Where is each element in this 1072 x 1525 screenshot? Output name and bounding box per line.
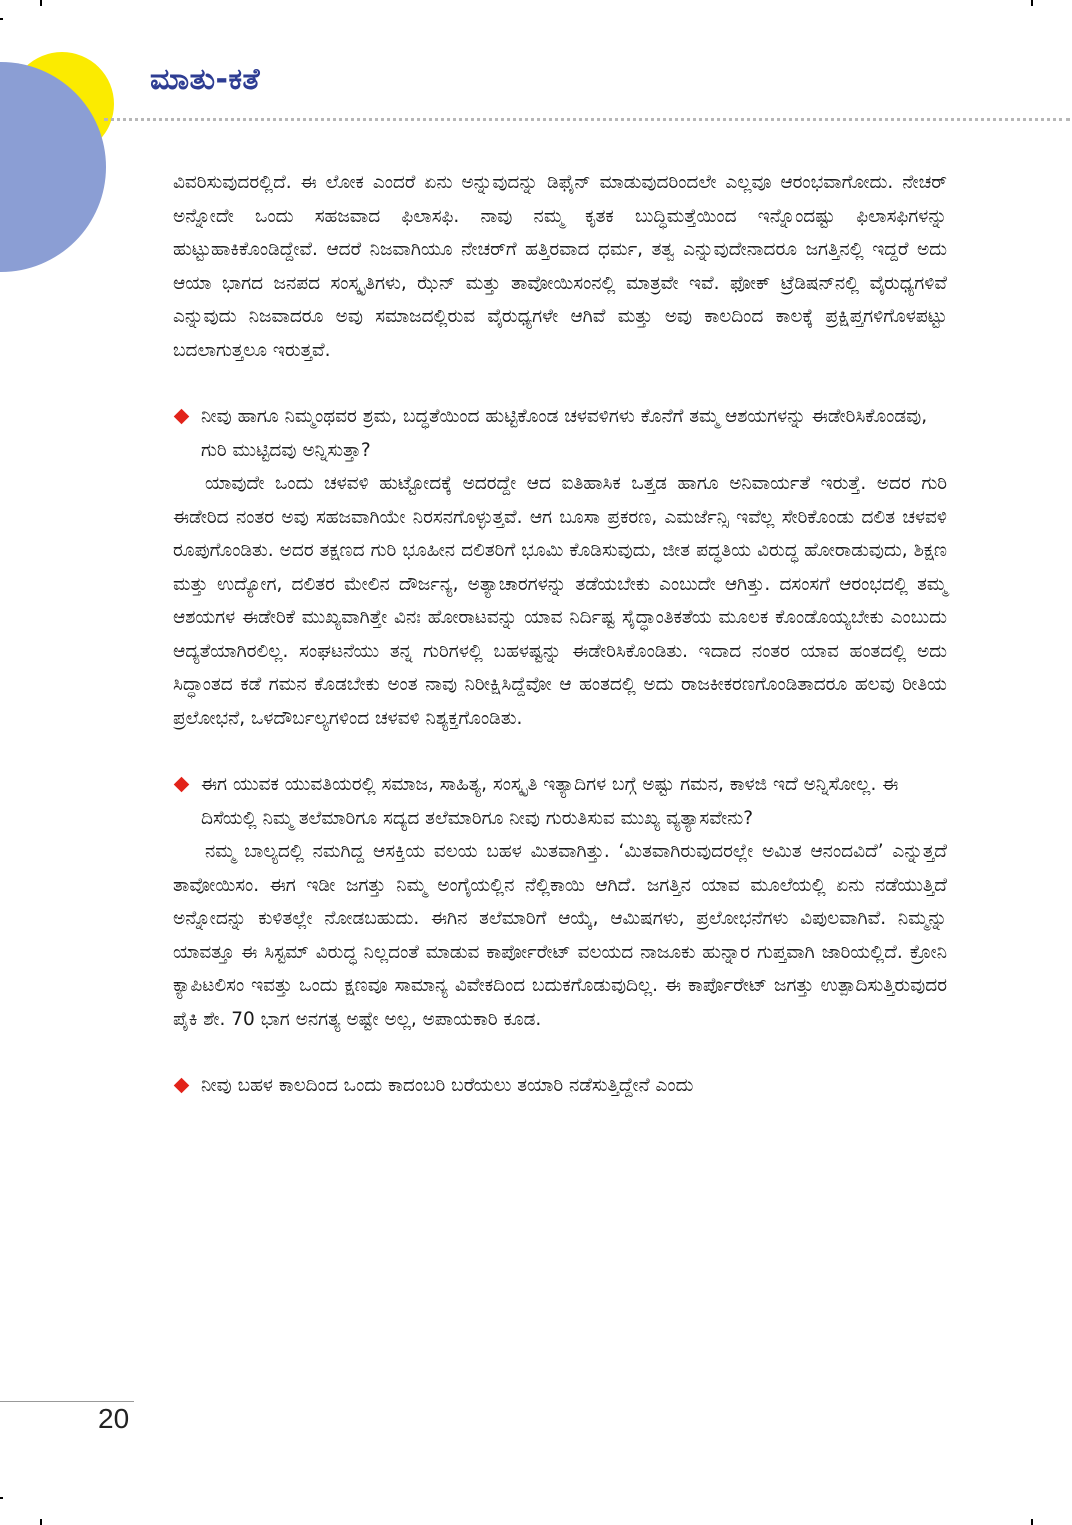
section-title: ಮಾತು-ಕತೆ xyxy=(150,62,261,97)
crop-mark xyxy=(1031,1519,1033,1525)
answer-paragraph: ಯಾವುದೇ ಒಂದು ಚಳವಳಿ ಹುಟ್ಟೋದಕ್ಕೆ ಅದರದ್ದೇ ಆದ ಐತಿಹಾಸಿಕ ಒತ್ತಡ ಹಾಗೂ ಅನಿವಾರ್ಯತೆ ಇರುತ್ತೆ. ಅದರ ಗುರಿ ಈಡೇರಿದ ನಂತರ ಅವು ಸಹಜವಾಗಿಯೇ ನಿರಸನಗೊಳ್ಳುತ್ತವೆ. ಆಗ ಬೂಸಾ ಪ್ರಕರಣ, ಎಮರ್ಜೆನ್ಸಿ ಇವೆಲ್ಲ ಸೇರಿಕೊಂಡು ದಲಿತ ಚಳವಳಿ ರೂಪುಗೊಂಡಿತು. ಅದರ ತಕ್ಷಣದ ಗುರಿ ಭೂಹೀನ ದಲಿತರಿಗೆ ಭೂಮಿ ಕೊಡಿಸುವುದು, ಜೀತ ಪದ್ಧತಿಯ ವಿರುದ್ಧ ಹೋರಾಡುವುದು, ಶಿಕ್ಷಣ ಮತ್ತು ಉದ್ಯೋಗ, ದಲಿತರ ಮೇಲಿನ ದೌರ್ಜನ್ಯ, ಅತ್ಯಾಚಾರಗಳನ್ನು ತಡೆಯಬೇಕು ಎಂಬುದೇ ಆಗಿತ್ತು. ದಸಂಸಗೆ ಆರಂಭದಲ್ಲಿ ತಮ್ಮ ಆಶಯಗಳ ಈಡೇರಿಕೆ ಮುಖ್ಯವಾಗಿತ್ತೇ ವಿನಃ ಹೋರಾಟವನ್ನು ಯಾವ ನಿರ್ದಿಷ್ಟ ಸೈದ್ಧಾಂತಿಕತೆಯ ಮೂಲಕ ಕೊಂಡೊಯ್ಯಬೇಕು ಎಂಬುದು ಆದ್ಯತೆಯಾಗಿರಲಿಲ್ಲ. ಸಂಘಟನೆಯು ತನ್ನ ಗುರಿಗಳಲ್ಲಿ ಬಹಳಷ್ಟನ್ನು ಈಡೇರಿಸಿಕೊಂಡಿತು. ಇದಾದ ನಂತರ ಯಾವ ಹಂತದಲ್ಲಿ ಅದು ಸಿದ್ಧಾಂತದ ಕಡೆ ಗಮನ ಕೊಡಬೇಕು ಅಂತ ನಾವು ನಿರೀಕ್ಷಿಸಿದ್ದೆವೋ ಆ ಹಂತದಲ್ಲಿ ಅದು ರಾಜಕೀಕರಣಗೊಂಡಿತಾದರೂ ಹಲವು ರೀತಿಯ ಪ್ರಲೋಭನೆ, ಒಳದೌರ್ಬಲ್ಯಗಳಿಂದ ಚಳವಳಿ ನಿಶ್ಯಕ್ತಗೊಂಡಿತು. xyxy=(173,473,947,729)
question-text: ನೀವು ಹಾಗೂ ನಿಮ್ಮಂಥವರ ಶ್ರಮ, ಬದ್ಧತೆಯಿಂದ ಹುಟ್ಟಿಕೊಂಡ ಚಳವಳಿಗಳು ಕೊನೆಗೆ ತಮ್ಮ ಆಶಯಗಳನ್ನು ಈಡೇರಿಸಿಕೊಂಡವು, ಗುರಿ ಮುಟ್ಟಿದವು ಅನ್ನಿಸುತ್ತಾ? xyxy=(201,406,928,461)
page-number: 20 xyxy=(98,1403,130,1434)
paragraph: ವಿವರಿಸುವುದರಲ್ಲಿದೆ. ಈ ಲೋಕ ಎಂದರೆ ಏನು ಅನ್ನುವುದನ್ನು ಡಿಫೈನ್ ಮಾಡುವುದರಿಂದಲೇ ಎಲ್ಲವೂ ಆರಂಭವಾಗೋದು. ನೇಚರ್ ಅನ್ನೋದೇ ಒಂದು ಸಹಜವಾದ ಫಿಲಾಸಫಿ. ನಾವು ನಮ್ಮ ಕೃತಕ ಬುದ್ಧಿಮತ್ತೆಯಿಂದ ಇನ್ನೊಂದಷ್ಟು ಫಿಲಾಸಫಿಗಳನ್ನು ಹುಟ್ಟುಹಾಕಿಕೊಂಡಿದ್ದೇವೆ. ಆದರೆ ನಿಜವಾಗಿಯೂ ನೇಚರ್‌ಗೆ ಹತ್ತಿರವಾದ ಧರ್ಮ, ತತ್ವ ಎನ್ನುವುದೇನಾದರೂ ಜಗತ್ತಿನಲ್ಲಿ ಇದ್ದರೆ ಅದು ಆಯಾ ಭಾಗದ ಜನಪದ ಸಂಸ್ಕೃತಿಗಳು, ಝೆನ್ ಮತ್ತು ತಾವೋಯಿಸಂನಲ್ಲಿ ಮಾತ್ರವೇ ಇವೆ. ಫೋಕ್ ಟ್ರೆಡಿಷನ್‌ನಲ್ಲಿ ವೈರುಧ್ಯಗಳಿವೆ ಎನ್ನುವುದು ನಿಜವಾದರೂ ಅವು ಸಮಾಜದಲ್ಲಿರುವ ವೈರುಧ್ಯಗಳೇ ಆಗಿವೆ ಮತ್ತು ಅವು ಕಾಲದಿಂದ ಕಾಲಕ್ಕೆ ಪ್ರಕ್ಷಿಪ್ತಗಳಿಗೊಳಪಟ್ಟು ಬದಲಾಗುತ್ತಲೂ ಇರುತ್ತವೆ. xyxy=(173,172,947,361)
interview-question xyxy=(173,1069,947,1103)
crop-mark xyxy=(0,18,3,20)
diamond-bullet-icon xyxy=(174,1078,190,1094)
answer-paragraph: ನಮ್ಮ ಬಾಲ್ಯದಲ್ಲಿ ನಮಗಿದ್ದ ಆಸಕ್ತಿಯ ವಲಯ ಬಹಳ ಮಿತವಾಗಿತ್ತು. ‘ಮಿತವಾಗಿರುವುದರಲ್ಲೇ ಅಮಿತ ಆನಂದವಿದೆ’ ಎನ್ನುತ್ತದೆ ತಾವೋಯಿಸಂ. ಈಗ ಇಡೀ ಜಗತ್ತು ನಿಮ್ಮ ಅಂಗೈಯಲ್ಲಿನ ನೆಲ್ಲಿಕಾಯಿ ಆಗಿದೆ. ಜಗತ್ತಿನ ಯಾವ ಮೂಲೆಯಲ್ಲಿ ಏನು ನಡೆಯುತ್ತಿದೆ ಅನ್ನೋದನ್ನು ಕುಳಿತಲ್ಲೇ ನೋಡಬಹುದು. ಈಗಿನ ತಲೆಮಾರಿಗೆ ಆಯ್ಕೆ, ಆಮಿಷಗಳು, ಪ್ರಲೋಭನೆಗಳು ವಿಪುಲವಾಗಿವೆ. ನಿಮ್ಮನ್ನು ಯಾವತ್ತೂ ಈ ಸಿಸ್ಟಮ್ ವಿರುದ್ಧ ನಿಲ್ಲದಂತೆ ಮಾಡುವ ಕಾರ್ಪೋರೇಟ್ ವಲಯದ ನಾಜೂಕು ಹುನ್ನಾರ ಗುಪ್ತವಾಗಿ ಜಾರಿಯಲ್ಲಿದೆ. ಕ್ರೋನಿ ಕ್ಯಾಪಿಟಲಿಸಂ ಇವತ್ತು ಒಂದು ಕ್ಷಣವೂ ಸಾಮಾನ್ಯ ವಿವೇಕದಿಂದ ಬದುಕಗೊಡುವುದಿಲ್ಲ. ಈ ಕಾರ್ಪೊರೇಟ್ ಜಗತ್ತು ಉತ್ಪಾದಿಸುತ್ತಿರುವುದರ ಪೈಕಿ ಶೇ. 70 ಭಾಗ ಅನಗತ್ಯ ಅಷ್ಟೇ ಅಲ್ಲ, ಅಪಾಯಕಾರಿ ಕೂಡ. xyxy=(173,841,947,1030)
crop-mark xyxy=(0,1497,3,1499)
crop-mark xyxy=(40,1519,42,1525)
dotted-divider xyxy=(104,118,1070,121)
footer-rule xyxy=(0,1401,134,1402)
question-text: ಈಗ ಯುವಕ ಯುವತಿಯರಲ್ಲಿ ಸಮಾಜ, ಸಾಹಿತ್ಯ, ಸಂಸ್ಕೃತಿ ಇತ್ಯಾದಿಗಳ ಬಗ್ಗೆ ಅಷ್ಟು ಗಮನ, ಕಾಳಜಿ ಇದೆ ಅನ್ನಿಸೋಲ್ಲ. ಈ ದಿಸೆಯಲ್ಲಿ ನಿಮ್ಮ ತಲೆಮಾರಿಗೂ ಸದ್ಯದ ತಲೆಮಾರಿಗೂ ನೀವು ಗುರುತಿಸುವ ಮುಖ್ಯ ವ್ಯತ್ಯಾಸವೇನು? xyxy=(201,774,899,829)
diamond-bullet-icon xyxy=(174,777,190,793)
crop-mark xyxy=(1031,0,1033,6)
article-body xyxy=(173,166,947,1103)
diamond-bullet-icon xyxy=(174,409,190,425)
interview-question xyxy=(173,768,947,835)
crop-mark xyxy=(40,0,42,6)
interview-question xyxy=(173,400,947,467)
question-text: ನೀವು ಬಹಳ ಕಾಲದಿಂದ ಒಂದು ಕಾದಂಬರಿ ಬರೆಯಲು ತಯಾರಿ ನಡೆಸುತ್ತಿದ್ದೇನೆ ಎಂದು xyxy=(201,1075,694,1096)
